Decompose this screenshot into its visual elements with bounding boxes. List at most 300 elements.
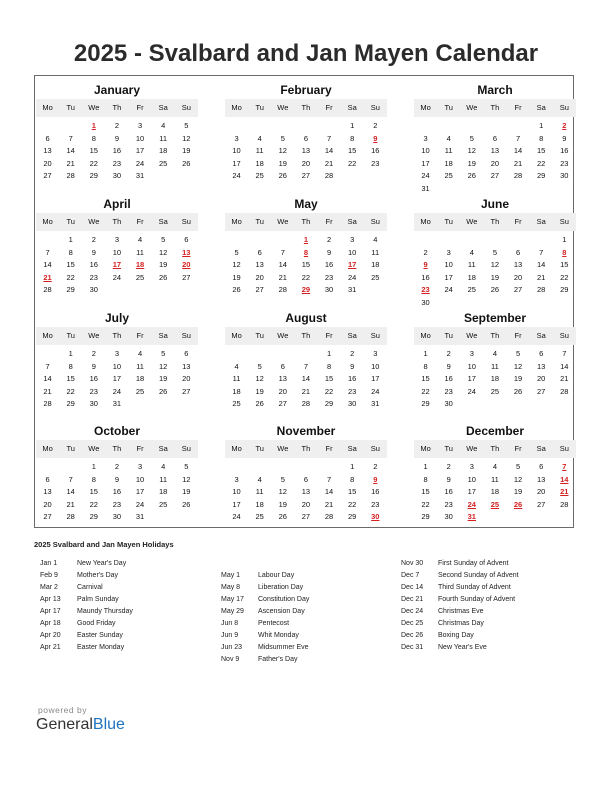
day-cell xyxy=(271,234,294,247)
weekday-label: Tu xyxy=(444,331,453,340)
day-cell: 18 xyxy=(490,487,500,496)
day-cell: 10 xyxy=(112,247,122,257)
weekday-label: Tu xyxy=(66,103,75,112)
day-cell: 21 xyxy=(324,499,334,509)
weekday-label: Su xyxy=(370,103,380,112)
week-row xyxy=(225,259,387,272)
day-cell: 25 xyxy=(255,171,264,180)
day-cell: 29 xyxy=(89,171,98,180)
day-cell: 3 xyxy=(469,462,474,471)
day-cell: 26 xyxy=(232,285,241,294)
day-cell xyxy=(36,234,59,247)
day-cell: 12 xyxy=(159,361,168,371)
week-row xyxy=(414,499,576,512)
holiday-date: Apr 20 xyxy=(40,632,61,639)
weekday-label: Su xyxy=(559,444,569,453)
day-cell xyxy=(553,297,576,310)
week-row xyxy=(36,133,198,146)
day-cell: 4 xyxy=(137,349,143,358)
day-cell: 8 xyxy=(350,133,355,143)
day-cell: 30 xyxy=(444,512,453,521)
holiday-name: Second Sunday of Advent xyxy=(438,572,519,579)
day-cell: 17 xyxy=(112,374,122,383)
day-cell: 20 xyxy=(255,272,264,282)
day-cell: 24 xyxy=(232,512,241,521)
holiday-row xyxy=(40,642,133,654)
day-cell: 22 xyxy=(66,272,75,282)
page-title: 2025 - Svalbard and Jan Mayen Calendar xyxy=(73,40,539,67)
day-cell: 17 xyxy=(444,272,453,282)
day-cell: 13 xyxy=(513,260,523,269)
generalblue-logo[interactable] xyxy=(36,716,125,734)
day-cell: 5 xyxy=(492,247,498,257)
day-cell: 20 xyxy=(537,374,546,383)
day-cell: 19 xyxy=(467,158,476,168)
day-cell: 2 xyxy=(326,235,332,244)
day-cell: 15 xyxy=(301,260,311,269)
day-cell xyxy=(530,297,553,310)
day-cell: 5 xyxy=(161,235,166,244)
weekday-label: Tu xyxy=(255,103,264,112)
month-september xyxy=(414,311,576,411)
week-row xyxy=(225,499,387,512)
day-cell: 26 xyxy=(513,386,523,396)
day-cell: 17 xyxy=(348,260,357,269)
weekday-label: Su xyxy=(181,103,191,112)
day-cell xyxy=(507,511,530,524)
weekday-header xyxy=(414,327,576,345)
day-cell: 21 xyxy=(537,272,546,282)
day-cell: 9 xyxy=(114,474,120,484)
month-name: January xyxy=(93,83,141,97)
day-cell: 12 xyxy=(513,361,523,371)
holiday-date: Mar 2 xyxy=(40,584,58,591)
holiday-name: Boxing Day xyxy=(438,632,474,639)
day-cell xyxy=(460,183,483,196)
day-cell: 8 xyxy=(539,133,544,143)
day-cell xyxy=(152,398,175,411)
holiday-row xyxy=(221,642,309,654)
holiday-name: Maundy Thursday xyxy=(77,608,133,615)
day-cell: 16 xyxy=(89,374,98,383)
weekday-label: Tu xyxy=(255,444,264,453)
day-cell: 3 xyxy=(423,133,428,143)
day-cell: 15 xyxy=(348,146,357,155)
day-cell: 14 xyxy=(43,374,52,383)
day-cell: 27 xyxy=(278,399,287,408)
day-cell xyxy=(507,234,530,247)
day-cell: 25 xyxy=(232,399,241,408)
day-cell: 17 xyxy=(135,146,145,155)
holiday-date: Dec 7 xyxy=(401,572,420,579)
day-cell xyxy=(318,461,341,474)
weekday-label: We xyxy=(466,217,478,226)
weekday-label: Sa xyxy=(158,331,168,340)
holiday-date: Apr 21 xyxy=(40,644,61,651)
day-cell: 2 xyxy=(562,121,567,130)
day-cell: 15 xyxy=(89,146,98,155)
weekday-label: Mo xyxy=(42,444,53,453)
day-cell: 5 xyxy=(469,133,474,143)
day-cell: 28 xyxy=(43,285,52,294)
day-cell: 13 xyxy=(278,374,287,383)
holiday-row xyxy=(401,618,519,630)
holiday-name: Easter Sunday xyxy=(77,632,123,639)
day-cell: 23 xyxy=(89,272,98,282)
week-row xyxy=(36,474,198,487)
month-december xyxy=(414,424,576,524)
day-cell: 20 xyxy=(301,158,311,168)
week-row xyxy=(414,461,576,474)
holiday-date: May 17 xyxy=(221,596,244,603)
week-row xyxy=(225,234,387,247)
weekday-header xyxy=(36,440,198,458)
day-cell: 4 xyxy=(257,133,262,143)
day-cell: 1 xyxy=(423,349,428,358)
day-cell: 18 xyxy=(444,158,453,168)
day-cell: 28 xyxy=(513,171,523,180)
weekday-label: We xyxy=(277,217,289,226)
day-cell: 14 xyxy=(278,260,287,269)
weekday-label: Tu xyxy=(444,444,453,453)
day-cell: 23 xyxy=(348,386,357,396)
day-cell: 11 xyxy=(491,474,499,484)
holiday-name: Midsummer Eve xyxy=(258,644,309,651)
day-cell: 18 xyxy=(490,374,500,383)
weekday-label: Th xyxy=(490,103,500,112)
day-cell: 2 xyxy=(446,462,451,471)
day-cell: 23 xyxy=(560,158,569,168)
day-cell: 12 xyxy=(278,146,287,155)
day-cell xyxy=(460,234,483,247)
month-name: June xyxy=(480,197,509,211)
holiday-name: Father's Day xyxy=(258,656,298,663)
day-cell: 28 xyxy=(278,285,287,294)
holiday-date: Dec 14 xyxy=(401,584,424,591)
day-cell: 6 xyxy=(184,235,189,244)
day-cell: 30 xyxy=(560,171,569,180)
day-cell: 4 xyxy=(373,235,378,244)
day-cell: 19 xyxy=(513,487,523,496)
day-cell: 8 xyxy=(423,474,428,484)
day-cell: 28 xyxy=(324,171,334,180)
day-cell xyxy=(271,348,294,361)
week-row xyxy=(225,247,387,260)
weekday-header xyxy=(36,213,198,231)
day-cell: 20 xyxy=(301,499,311,509)
week-row xyxy=(225,373,387,386)
holiday-name: Labour Day xyxy=(258,572,295,579)
day-cell: 22 xyxy=(89,158,98,168)
day-cell: 13 xyxy=(537,361,546,371)
day-cell xyxy=(530,398,553,411)
day-cell: 9 xyxy=(446,474,451,484)
day-cell: 1 xyxy=(539,121,544,130)
day-cell: 2 xyxy=(423,247,428,257)
day-cell: 21 xyxy=(513,158,523,168)
weekday-header xyxy=(36,327,198,345)
day-cell: 24 xyxy=(421,171,430,180)
day-cell xyxy=(460,398,483,411)
day-cell: 16 xyxy=(324,260,334,269)
day-cell xyxy=(364,170,387,183)
day-cell: 18 xyxy=(467,272,476,282)
day-cell: 19 xyxy=(255,386,264,396)
week-row xyxy=(414,398,576,411)
week-row xyxy=(414,486,576,499)
day-cell: 22 xyxy=(537,158,546,168)
weekday-label: Mo xyxy=(42,103,53,112)
week-row xyxy=(225,461,387,474)
day-cell: 10 xyxy=(135,474,145,484)
day-cell: 19 xyxy=(182,146,191,155)
weekday-label: Sa xyxy=(347,331,357,340)
day-cell: 26 xyxy=(159,272,168,282)
weekday-header xyxy=(225,440,387,458)
day-cell: 19 xyxy=(490,272,500,282)
holiday-row xyxy=(221,630,309,642)
day-cell: 18 xyxy=(159,487,168,496)
weekday-label: Fr xyxy=(325,217,333,226)
weekday-label: Fr xyxy=(514,444,522,453)
day-cell xyxy=(414,120,437,133)
day-cell: 8 xyxy=(423,361,428,371)
holiday-date: Apr 18 xyxy=(40,620,61,627)
day-cell: 18 xyxy=(232,386,241,396)
weekday-label: Mo xyxy=(42,217,53,226)
holiday-name: Carnival xyxy=(77,584,103,591)
holiday-name: Whit Monday xyxy=(258,632,299,639)
holiday-date: Dec 31 xyxy=(401,644,424,651)
day-cell xyxy=(271,120,294,133)
weekday-label: Fr xyxy=(136,217,144,226)
day-cell: 18 xyxy=(159,146,168,155)
day-cell: 6 xyxy=(184,349,189,358)
month-name: August xyxy=(285,311,327,325)
day-cell: 8 xyxy=(303,247,309,257)
holiday-name: New Year's Day xyxy=(77,560,127,567)
day-cell: 18 xyxy=(371,260,380,269)
day-cell: 1 xyxy=(68,235,73,244)
holiday-row xyxy=(401,582,519,594)
day-cell: 26 xyxy=(278,171,287,180)
day-cell: 7 xyxy=(303,361,309,371)
day-cell: 4 xyxy=(492,462,498,471)
day-cell: 29 xyxy=(421,512,430,521)
day-cell: 24 xyxy=(348,272,357,282)
day-cell: 1 xyxy=(68,349,73,358)
day-cell: 15 xyxy=(537,146,546,155)
day-cell: 19 xyxy=(278,158,287,168)
holiday-date: Jun 9 xyxy=(221,632,239,639)
day-cell: 2 xyxy=(446,349,451,358)
day-cell: 12 xyxy=(182,133,191,143)
holiday-date: Nov 9 xyxy=(221,656,240,663)
day-cell: 27 xyxy=(182,272,191,282)
day-cell: 28 xyxy=(43,399,52,408)
day-cell: 30 xyxy=(89,285,98,294)
day-cell: 7 xyxy=(280,247,285,257)
week-row xyxy=(225,133,387,146)
day-cell: 21 xyxy=(560,487,569,496)
day-cell: 26 xyxy=(513,499,523,509)
weekday-label: Th xyxy=(112,217,122,226)
day-cell: 24 xyxy=(371,386,380,396)
day-cell: 5 xyxy=(515,462,521,471)
brand-general: General xyxy=(36,716,93,733)
day-cell: 30 xyxy=(112,171,122,180)
day-cell: 27 xyxy=(513,285,523,294)
day-cell: 30 xyxy=(348,399,357,408)
day-cell: 22 xyxy=(324,386,334,396)
day-cell: 7 xyxy=(515,133,521,143)
day-cell: 19 xyxy=(182,487,191,496)
week-row xyxy=(414,170,576,183)
day-cell: 6 xyxy=(303,474,309,484)
day-cell: 8 xyxy=(326,361,332,371)
day-cell: 12 xyxy=(159,247,168,257)
week-row xyxy=(36,120,198,133)
day-cell xyxy=(483,398,506,411)
day-cell: 3 xyxy=(469,349,474,358)
holiday-row xyxy=(40,570,133,582)
day-cell: 8 xyxy=(68,361,73,371)
month-june xyxy=(414,197,576,309)
weekday-label: We xyxy=(277,331,289,340)
day-cell xyxy=(225,348,248,361)
holiday-row xyxy=(401,594,519,606)
day-cell xyxy=(248,348,271,361)
holiday-row xyxy=(221,594,309,606)
day-cell: 1 xyxy=(303,235,309,244)
day-cell: 15 xyxy=(421,374,430,383)
holiday-date: Dec 26 xyxy=(401,632,424,639)
month-july xyxy=(36,311,198,411)
month-october xyxy=(36,424,198,524)
day-cell: 27 xyxy=(301,171,311,180)
week-row xyxy=(36,158,198,171)
holiday-row xyxy=(401,630,519,642)
holiday-name: Easter Monday xyxy=(77,644,125,651)
weekday-label: We xyxy=(466,331,478,340)
weekday-label: Fr xyxy=(514,103,522,112)
day-cell: 14 xyxy=(301,374,311,383)
day-cell: 13 xyxy=(182,361,191,371)
day-cell: 23 xyxy=(112,158,122,168)
day-cell: 17 xyxy=(112,260,122,269)
day-cell: 7 xyxy=(326,474,332,484)
day-cell xyxy=(294,461,317,474)
holiday-column xyxy=(401,558,519,654)
holiday-row xyxy=(40,594,133,606)
week-row xyxy=(414,145,576,158)
day-cell: 18 xyxy=(135,260,145,269)
day-cell: 27 xyxy=(182,386,191,396)
day-cell: 16 xyxy=(112,487,122,496)
weekday-label: Fr xyxy=(514,217,522,226)
day-cell: 22 xyxy=(421,386,430,396)
day-cell: 18 xyxy=(255,499,264,509)
day-cell xyxy=(175,511,198,524)
day-cell: 5 xyxy=(257,361,262,371)
day-cell: 13 xyxy=(182,247,191,257)
day-cell: 10 xyxy=(348,247,357,257)
day-cell: 5 xyxy=(280,474,285,484)
week-row xyxy=(414,183,576,196)
holiday-date: Dec 25 xyxy=(401,620,424,627)
day-cell: 20 xyxy=(182,374,191,383)
weekday-label: Mo xyxy=(42,331,53,340)
weekday-label: Th xyxy=(112,444,122,453)
holiday-date: May 1 xyxy=(221,572,241,579)
day-cell: 29 xyxy=(348,512,357,521)
day-cell: 12 xyxy=(232,260,241,269)
day-cell: 5 xyxy=(161,349,166,358)
day-cell: 7 xyxy=(45,361,50,371)
month-name: October xyxy=(93,424,140,438)
weekday-label: Fr xyxy=(136,103,144,112)
day-cell: 21 xyxy=(278,272,287,282)
holiday-row xyxy=(40,606,133,618)
day-cell: 23 xyxy=(444,386,453,396)
day-cell: 20 xyxy=(278,386,287,396)
week-row xyxy=(414,247,576,260)
weekday-label: Su xyxy=(181,444,191,453)
day-cell: 7 xyxy=(326,133,332,143)
day-cell: 5 xyxy=(234,247,239,257)
day-cell: 25 xyxy=(444,171,453,180)
holiday-name: Fourth Sunday of Advent xyxy=(438,596,516,603)
day-cell: 14 xyxy=(324,487,334,496)
day-cell: 5 xyxy=(515,349,521,358)
day-cell: 13 xyxy=(301,487,311,496)
day-cell: 22 xyxy=(348,499,357,509)
day-cell: 4 xyxy=(137,235,143,244)
day-cell: 30 xyxy=(89,399,98,408)
day-cell: 10 xyxy=(232,487,241,496)
day-cell: 11 xyxy=(255,146,264,155)
day-cell: 31 xyxy=(467,512,476,521)
day-cell: 31 xyxy=(135,171,145,180)
day-cell: 4 xyxy=(492,349,498,358)
holiday-date: Jun 8 xyxy=(221,620,239,627)
day-cell: 28 xyxy=(66,512,75,521)
week-row xyxy=(36,398,198,411)
day-cell: 16 xyxy=(371,487,380,496)
day-cell: 21 xyxy=(324,158,334,168)
day-cell: 24 xyxy=(112,272,122,282)
day-cell: 9 xyxy=(91,361,96,371)
day-cell: 6 xyxy=(45,474,50,484)
day-cell: 24 xyxy=(135,158,145,168)
day-cell: 3 xyxy=(350,235,355,244)
day-cell: 27 xyxy=(537,386,546,396)
day-cell xyxy=(294,120,317,133)
day-cell xyxy=(36,461,59,474)
day-cell: 26 xyxy=(467,171,476,180)
day-cell: 15 xyxy=(66,374,75,383)
day-cell xyxy=(507,398,530,411)
month-name: December xyxy=(465,424,525,438)
day-cell: 6 xyxy=(515,247,521,257)
day-cell: 29 xyxy=(421,399,430,408)
day-cell xyxy=(225,234,248,247)
day-cell: 15 xyxy=(66,260,75,269)
day-cell xyxy=(248,234,271,247)
holiday-date: Dec 24 xyxy=(401,608,424,615)
day-cell: 3 xyxy=(137,121,143,130)
day-cell xyxy=(483,511,506,524)
